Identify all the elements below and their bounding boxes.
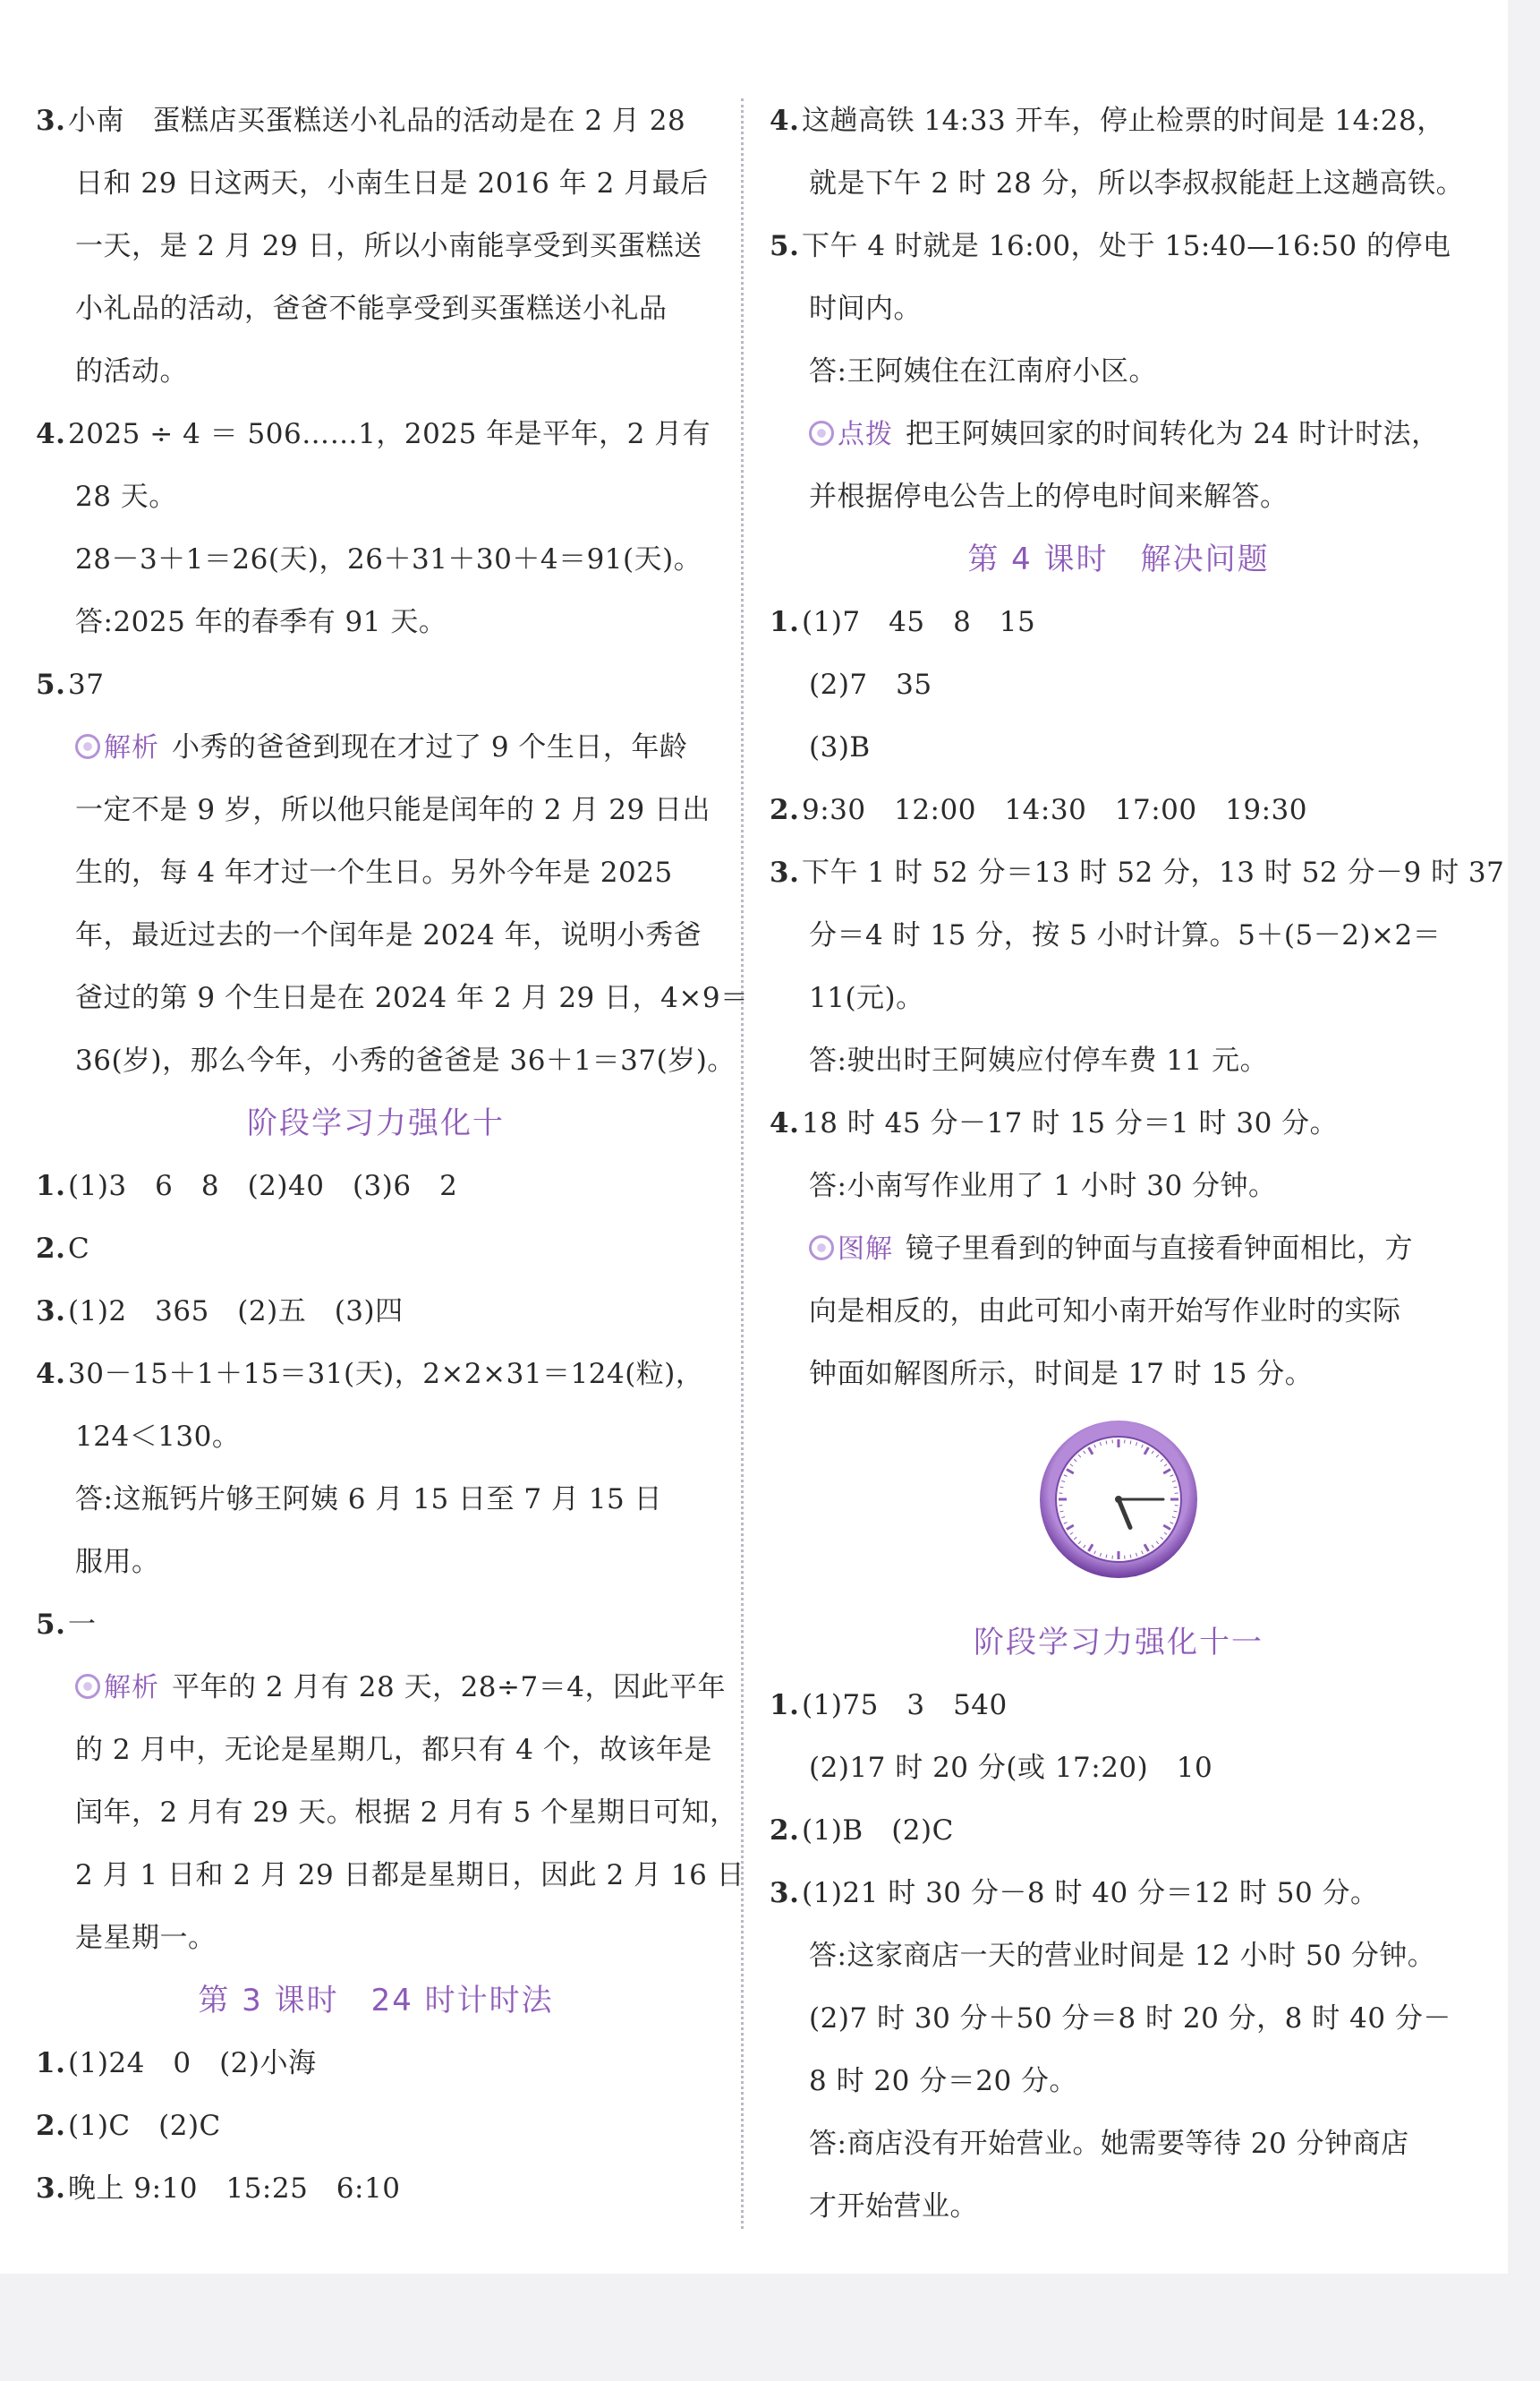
question-number: 4. (770, 1107, 800, 1139)
answer-text: 分＝4 时 15 分，按 5 小时计算。5＋(5－2)×2＝ (809, 919, 1442, 952)
analysis-block (36, 1656, 745, 1969)
answer-text: 一 (68, 1609, 97, 1641)
analysis-text: 2 月 1 日和 2 月 29 日都是星期日，因此 2 月 16 日 (75, 1859, 745, 1891)
question-number: 2. (770, 1814, 800, 1847)
answer-text: 124＜130。 (75, 1421, 241, 1453)
analysis-text: 小秀的爸爸到现在才过了 9 个生日，年龄 (172, 731, 688, 764)
question-number: 3. (36, 2172, 66, 2205)
column-divider (741, 98, 744, 2229)
section-heading: 第 4 课时 解决问题 (967, 542, 1270, 577)
answer-text: 答:驶出时王阿姨应付停车费 11 元。 (809, 1045, 1269, 1077)
answer-text: 就是下午 2 时 28 分，所以李叔叔能赶上这趟高铁。 (809, 167, 1465, 200)
answer-text: 答:这瓶钙片够王阿姨 6 月 15 日至 7 月 15 日 (75, 1483, 663, 1515)
tip-text: 把王阿姨回家的时间转化为 24 时计时法， (906, 418, 1440, 450)
section-heading: 阶段学习力强化十一 (974, 1625, 1263, 1660)
answer-text: (1)7 45 8 15 (802, 606, 1036, 638)
answer-text: 9:30 12:00 14:30 17:00 19:30 (802, 794, 1307, 826)
figure-tag: 图解 (809, 1218, 893, 1281)
question-number: 5. (770, 230, 800, 262)
analysis-text: 生的，每 4 年才过一个生日。另外今年是 2025 (75, 857, 673, 889)
answer-text: 37 (68, 669, 105, 701)
answer-text: 的活动。 (75, 355, 188, 388)
answer-1 (770, 591, 1468, 779)
question-number: 4. (36, 418, 66, 450)
left-column (36, 90, 749, 2220)
question-number: 2. (36, 2110, 66, 2142)
question-number: 3. (770, 1877, 800, 1909)
analysis-text: 年，最近过去的一个闰年是 2024 年，说明小秀爸 (75, 919, 702, 952)
question-number: 3. (770, 857, 800, 889)
answer-text: (1)3 6 8 (2)40 (3)6 2 (68, 1170, 458, 1202)
answer-4 (770, 90, 1468, 215)
answer-text: 答:商店没有开始营业。她需要等待 20 分钟商店 (809, 2128, 1409, 2160)
answer-5 (770, 215, 1468, 403)
figure-icon (809, 1235, 834, 1260)
answer-2 (770, 779, 1468, 841)
analysis-tag: 解析 (75, 717, 159, 780)
answer-text: 晚上 9:10 15:25 6:10 (68, 2172, 401, 2205)
tip-block (770, 403, 1468, 528)
answer-text: 这趟高铁 14:33 开车，停止检票的时间是 14:28， (802, 105, 1445, 137)
tip-text: 并根据停电公告上的停电时间来解答。 (809, 481, 1289, 513)
answer-text: 2025 ÷ 4 ＝ 506……1，2025 年是平年，2 月有 (68, 418, 711, 450)
answer-text: 18 时 45 分－17 时 15 分＝1 时 30 分。 (802, 1107, 1339, 1139)
answer-text: 服用。 (75, 1546, 160, 1578)
section-heading: 阶段学习力强化十 (247, 1105, 505, 1141)
answer-2 (36, 1217, 716, 1280)
question-number: 2. (770, 794, 800, 826)
section-heading: 第 3 课时 24 时计时法 (198, 1983, 554, 2018)
question-number: 2. (36, 1233, 66, 1265)
question-number: 4. (770, 105, 800, 137)
answer-text: (1)21 时 30 分－8 时 40 分＝12 时 50 分。 (802, 1877, 1379, 1909)
answer-text: (1)2 365 (2)五 (3)四 (68, 1295, 404, 1327)
answer-4 (36, 403, 716, 653)
answer-text: 11(元)。 (809, 982, 924, 1014)
analysis-text: 平年的 2 月有 28 天，28÷7＝4，因此平年 (172, 1671, 726, 1703)
answer-text: 答:小南写作业用了 1 小时 30 分钟。 (809, 1170, 1277, 1202)
magnifier-icon (75, 734, 100, 759)
answer-text: 小南 蛋糕店买蛋糕送小礼品的活动是在 2 月 28 (68, 105, 686, 137)
answer-text: (1)24 0 (2)小海 (68, 2047, 317, 2079)
answer-text: 小礼品的活动，爸爸不能享受到买蛋糕送小礼品 (75, 293, 668, 325)
figure-text: 向是相反的，由此可知小南开始写作业时的实际 (809, 1295, 1401, 1327)
question-number: 3. (36, 105, 66, 137)
question-number: 1. (770, 606, 800, 638)
answer-1 (770, 1674, 1468, 1799)
clock-figure (770, 1405, 1468, 1611)
answer-text: 下午 4 时就是 16:00，处于 15:40—16:50 的停电 (802, 230, 1451, 262)
answer-text: 28－3＋1＝26(天)，26＋31＋30＋4＝91(天)。 (75, 543, 702, 576)
answer-text: (2)7 时 30 分＋50 分＝8 时 20 分，8 时 40 分－ (809, 2002, 1451, 2035)
analysis-text: 闰年，2 月有 29 天。根据 2 月有 5 个星期日可知， (75, 1796, 738, 1829)
question-number: 4. (36, 1358, 66, 1390)
bulb-icon (809, 421, 834, 446)
answer-5 (36, 1593, 716, 1656)
figure-text: 钟面如解图所示，时间是 17 时 15 分。 (809, 1358, 1314, 1390)
answer-2 (36, 2095, 716, 2157)
analysis-block (36, 716, 749, 1092)
answer-4 (36, 1343, 716, 1593)
answer-3 (36, 90, 716, 403)
answer-text: 答:2025 年的春季有 91 天。 (75, 606, 447, 638)
answer-1 (36, 1155, 716, 1217)
question-number: 1. (36, 2047, 66, 2079)
answer-text: 答:这家商店一天的营业时间是 12 小时 50 分钟。 (809, 1940, 1436, 1972)
analysis-text: 一定不是 9 岁，所以他只能是闰年的 2 月 29 日出 (75, 794, 711, 826)
answer-3 (770, 1862, 1468, 2238)
right-column (770, 90, 1505, 2238)
answer-2 (770, 1799, 1468, 1862)
answer-text: 下午 1 时 52 分＝13 时 52 分，13 时 52 分－9 时 37 (802, 857, 1505, 889)
answer-1 (36, 2032, 716, 2095)
figure-text: 镜子里看到的钟面与直接看钟面相比，方 (906, 1233, 1413, 1265)
answer-3 (770, 841, 1505, 1092)
question-number: 5. (36, 1609, 66, 1641)
analysis-text: 36(岁)，那么今年，小秀的爸爸是 36＋1＝37(岁)。 (75, 1045, 736, 1077)
tip-tag: 点拨 (809, 404, 893, 466)
answer-3 (36, 2157, 716, 2220)
answer-5 (36, 653, 716, 716)
question-number: 5. (36, 669, 66, 701)
answer-text: (1)C (2)C (68, 2110, 221, 2142)
figure-explanation-block (770, 1217, 1468, 1405)
question-number: 3. (36, 1295, 66, 1327)
answer-text: (1)B (2)C (802, 1814, 954, 1847)
question-number: 1. (36, 1170, 66, 1202)
analysis-text: 是星期一。 (75, 1922, 217, 1954)
magnifier-icon (75, 1674, 100, 1699)
answer-text: 时间内。 (809, 293, 922, 325)
clock-center (1115, 1496, 1122, 1503)
answer-text: 30－15＋1＋15＝31(天)，2×2×31＝124(粒)， (68, 1358, 704, 1390)
answer-text: C (68, 1233, 90, 1265)
analysis-text: 的 2 月中，无论是星期几，都只有 4 个，故该年是 (75, 1734, 712, 1766)
answer-3 (36, 1280, 716, 1343)
analysis-tag: 解析 (75, 1657, 159, 1720)
answer-text: 一天，是 2 月 29 日，所以小南能享受到买蛋糕送 (75, 230, 702, 262)
answer-text: (2)17 时 20 分(或 17:20) 10 (809, 1752, 1213, 1784)
answer-text: 日和 29 日这两天，小南生日是 2016 年 2 月最后 (75, 167, 709, 200)
answer-text: 8 时 20 分＝20 分。 (809, 2065, 1078, 2097)
answer-text: 28 天。 (75, 481, 177, 513)
question-number: 1. (770, 1689, 800, 1721)
answer-text: (1)75 3 540 (802, 1689, 1008, 1721)
answer-text: (2)7 35 (809, 669, 932, 701)
answer-text: 才开始营业。 (809, 2190, 978, 2223)
answer-text: (3)B (809, 731, 871, 764)
analysis-text: 爸过的第 9 个生日是在 2024 年 2 月 29 日，4×9＝ (75, 982, 749, 1014)
answer-text: 答:王阿姨住在江南府小区。 (809, 355, 1157, 388)
answer-4 (770, 1092, 1468, 1217)
clock-face-icon (1034, 1414, 1204, 1584)
